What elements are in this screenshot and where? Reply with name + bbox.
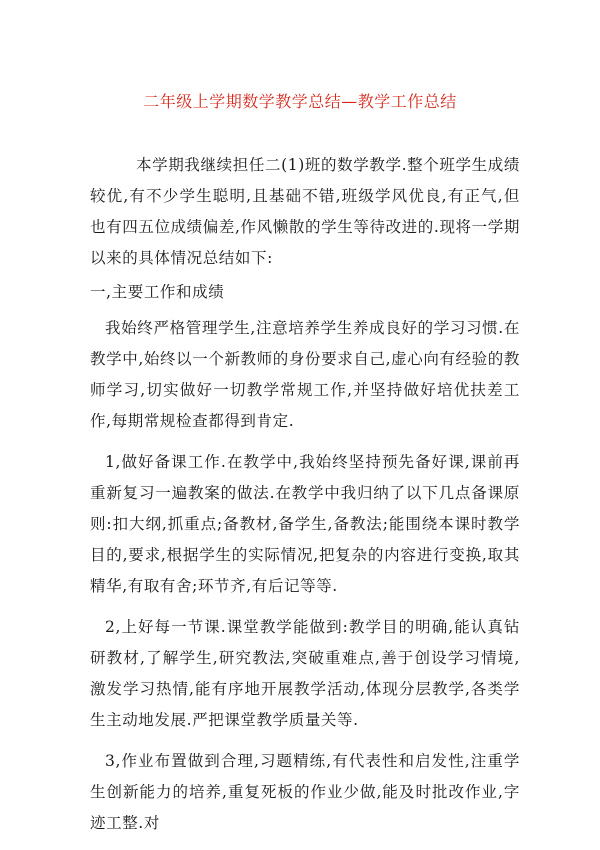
paragraph-management: 我始终严格管理学生,注意培养学生养成良好的学习习惯.在教学中,始终以一个新教师的身份要求自己,虚心向有经验的教师学习,切实做好一切教学常规工作,并坚持做好培优扶差工作,每期常规检查都得到肯定. <box>90 319 520 430</box>
paragraph-intro: 本学期我继续担任二(1)班的数学教学.整个班学生成绩较优,有不少学生聪明,且基础不错,班级学风优良,有正气,但也有四五位成绩偏差,作风懒散的学生等待改进的.现将一学期以来的具体情况总结如下: <box>90 156 520 267</box>
paragraph-lesson-prep: 1,做好备课工作.在教学中,我始终坚持预先备好课,课前再重新复习一遍教案的做法.在教学中我归纳了以下几点备课原则:扣大纲,抓重点;备教材,备学生,备教法;能围绕本课时教学目的,要求,根据学生的实际情况,把复杂的内容进行变换,取其精华,有取有舍;环节齐,有后记等等. <box>90 453 520 595</box>
paragraph-homework: 3,作业布置做到合理,习题精练,有代表性和启发性,注重学生创新能力的培养,重复死板的作业少做,能及时批改作业,字迹工整.对 <box>90 752 520 832</box>
document-title: 二年级上学期数学教学总结—教学工作总结 <box>143 92 457 111</box>
paragraph-classroom: 2,上好每一节课.课堂教学能做到:教学目的明确,能认真钻研教材,了解学生,研究教法,突破重难点,善于创设学习情境,激发学习热情,能有序地开展教学活动,体现分层教学,各类学生主动地发展.严把课堂教学质量关等. <box>90 618 520 729</box>
section-heading-main-work: 一,主要工作和成绩 <box>90 283 225 301</box>
document-body <box>90 150 520 839</box>
